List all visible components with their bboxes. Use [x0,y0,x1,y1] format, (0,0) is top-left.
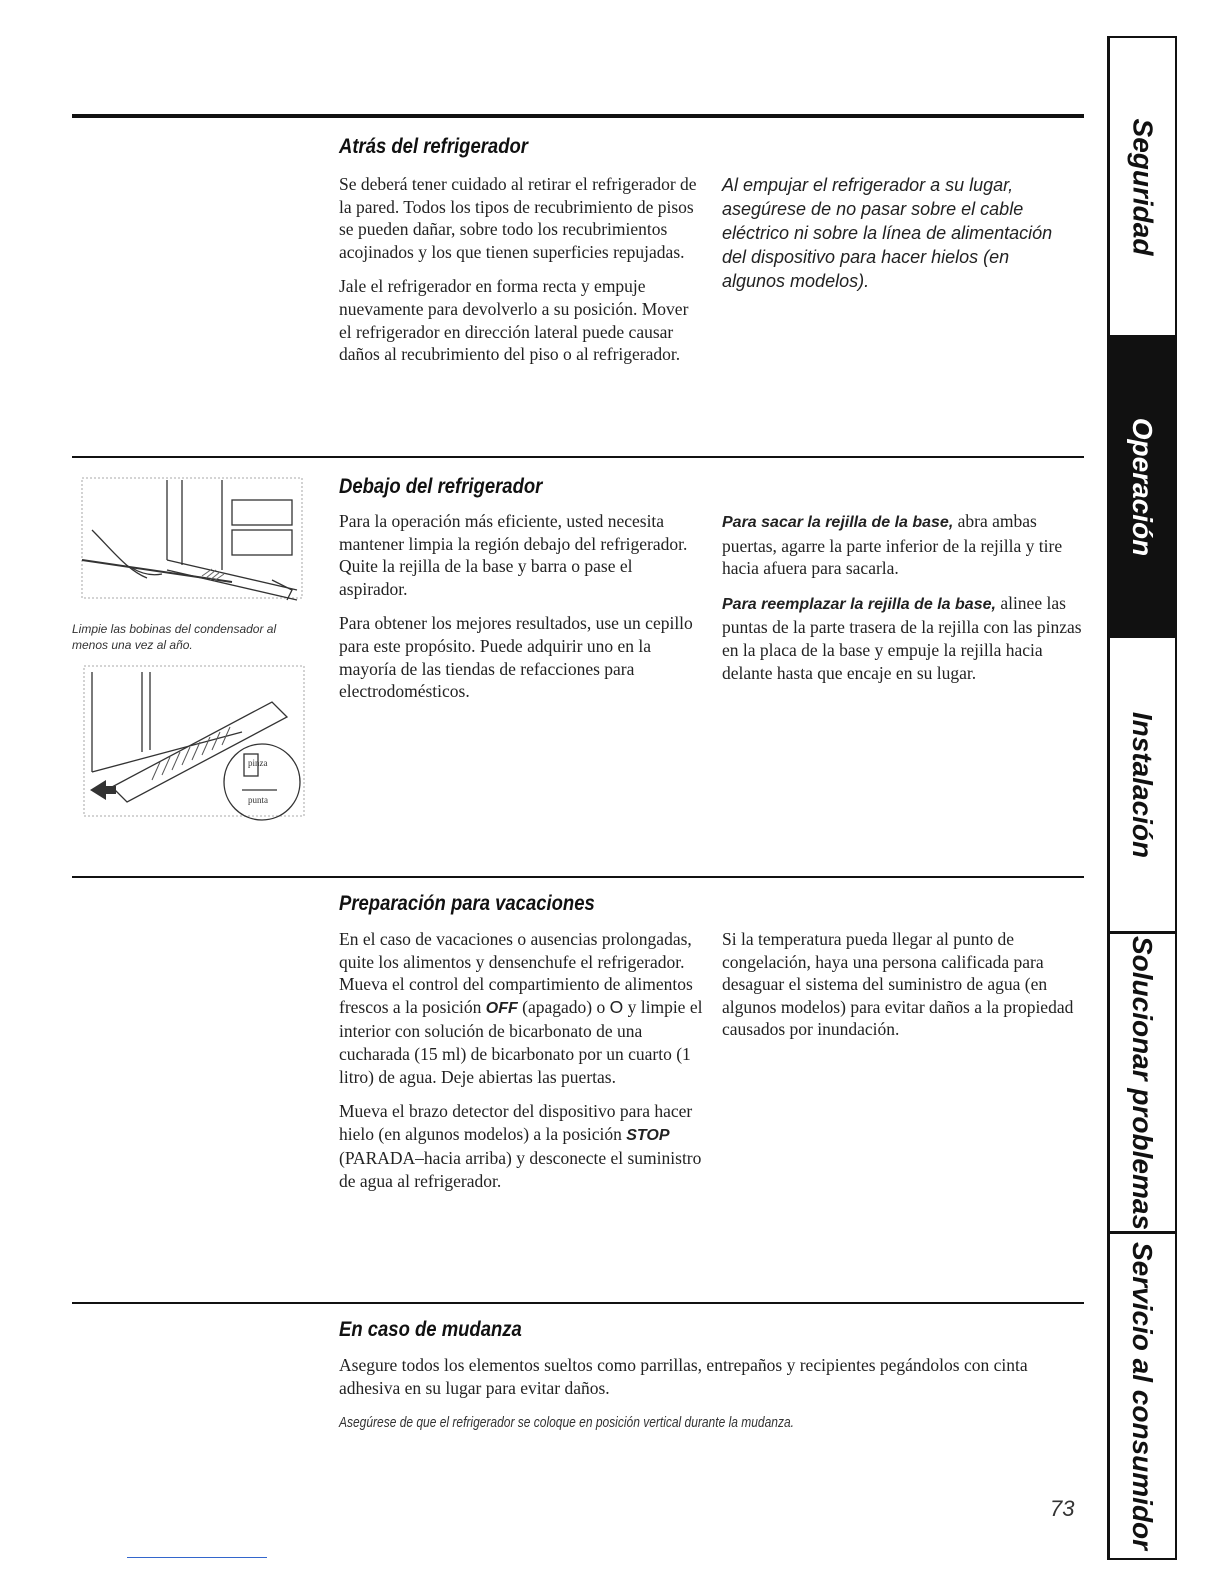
replace-grille-text: alinee las puntas de la parte trasera de la rejilla con las pinzas en la placa de la base y empuje la rejilla hacia delante hasta que encaje en su lugar. [722,592,1082,683]
vacaciones-paragraph-2 [339,1100,704,1192]
remove-grille-text: abra ambas puertas, agarre la parte inferior de la rejilla y tire hacia afuera para sacarla. [722,511,1063,579]
atras-paragraph-1: Se deberá tener cuidado al retirar el refrigerador de la pared. Todos los tipos de recubrimiento de pisos se pueden dañar, sobre todo los recubrimientos acojinados y los que tienen superficies repujadas. [339,174,697,262]
page-number: 73 [1050,1496,1075,1521]
atras-warning: Al empujar el refrigerador a su lugar, asegúrese de no pasar sobre el cable eléctrico ni sobre la línea de alimentación del dispositivo para hacer hielos (en algunos modelos). [722,175,1053,291]
mudanza-column [339,1354,1079,1411]
vacaciones-p2-b: (PARADA–hacia arriba) y desconecte el suministro de agua al refrigerador. [339,1148,702,1191]
heading-debajo: Debajo del refrigerador [339,475,543,498]
tab-instalacion-label: Instalación [1127,711,1159,858]
atras-right-column [722,173,1067,305]
illustration-cleaning-coils [72,470,312,615]
tab-seguridad-label: Seguridad [1127,118,1159,255]
section-tabs [1107,36,1177,1560]
tab-solucionar-label: Solucionar problemas [1127,935,1159,1230]
tab-servicio-label: Servicio al consumidor [1127,1241,1159,1551]
vacaciones-paragraph-right: Si la temperatura pueda llegar al punto de congelación, haya una persona calificada para desaguar el sistema del suministro de agua (en algunos modelos) para evitar daños a la propiedad causados por inundación. [722,929,1074,1040]
tab-instalacion[interactable] [1110,638,1175,934]
section-rule-debajo [72,456,1084,458]
debajo-right-column [722,510,1087,696]
section-rule-top [72,114,1084,118]
vacaciones-right-column [722,928,1082,1053]
keyword-stop: STOP [626,1126,670,1144]
mudanza-note: Asegúrese de que el refrigerador se coloque en posición vertical durante la mudanza. [339,1414,794,1431]
vacaciones-p1-b: (apagado) o [517,996,610,1017]
heading-atras: Atrás del refrigerador [339,135,528,158]
vacaciones-left-column [339,928,704,1205]
heading-vacaciones: Preparación para vacaciones [339,892,595,915]
label-punta: punta [248,795,268,805]
mudanza-paragraph: Asegure todos los elementos sueltos como parrillas, entrepaños y recipientes pegándolos con cinta adhesiva en su lugar para evitar daños. [339,1355,1028,1398]
heading-mudanza: En caso de mudanza [339,1318,522,1341]
vacaciones-p1-c: y limpie el interior con solución de bicarbonato de una cucharada (15 ml) de bicarbonato por un cuarto (1 litro) de agua. Deje abiertas las puertas. [339,996,703,1087]
keyword-off: OFF [485,999,518,1017]
vacaciones-p1-a: En el caso de vacaciones o ausencias prolongadas, quite los alimentos y densenchufe el refrigerador. Mueva el control del compartimiento de alimentos frescos a la posición [339,929,693,1017]
remove-grille-lead: Para sacar la rejilla de la base, [722,514,954,531]
section-rule-mudanza [72,1302,1084,1304]
illustration-caption: Limpie las bobinas del condensador al menos una vez al año. [72,622,277,652]
debajo-paragraph-1: Para la operación más eficiente, usted necesita mantener limpia la región debajo del refrigerador. Quite la rejilla de la base y barra o pase el aspirador. [339,511,688,599]
debajo-left-column [339,510,699,715]
debajo-remove-grille [722,510,1087,580]
tab-solucionar-problemas[interactable] [1110,934,1175,1234]
section-rule-vacaciones [72,876,1084,878]
footer-link-line [127,1557,267,1558]
tab-operacion-label: Operación [1127,417,1159,556]
label-pinza: pinza [248,758,268,768]
tab-seguridad[interactable] [1110,38,1175,338]
atras-left-column [339,173,699,378]
debajo-replace-grille [722,592,1087,684]
replace-grille-lead: Para reemplazar la rejilla de la base, [722,595,996,613]
tab-operacion[interactable] [1110,338,1175,638]
tab-servicio-consumidor[interactable] [1110,1234,1175,1558]
circle-symbol: O [609,996,624,1017]
illustration-base-grille [72,662,312,822]
debajo-paragraph-2: Para obtener los mejores resultados, use un cepillo para este propósito. Puede adquirir uno en la mayoría de las tiendas de refacciones para electrodomésticos. [339,613,693,702]
vacaciones-p2-a: Mueva el brazo detector del dispositivo para hacer hielo (en algunos modelos) a la posición [339,1101,693,1144]
vacaciones-paragraph-1 [339,928,704,1088]
atras-paragraph-2: Jale el refrigerador en forma recta y empuje nuevamente para devolverlo a su posición. Mover el refrigerador en dirección lateral puede causar daños al recubrimiento del piso o al refrigerador. [339,276,689,365]
